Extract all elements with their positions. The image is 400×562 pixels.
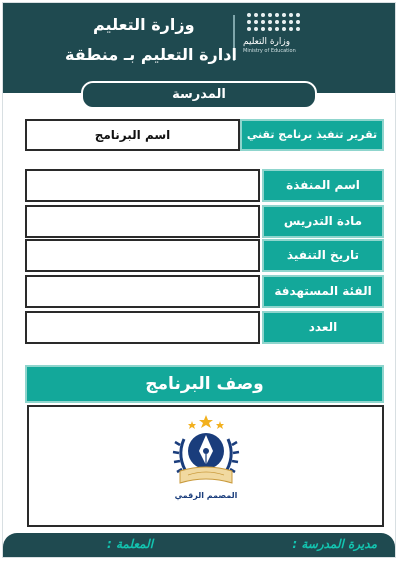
date-label: تاريخ التنفيذ [262, 239, 384, 272]
logo-arabic-text: وزارة التعليم [243, 37, 291, 47]
school-name-banner: المدرسة [81, 81, 317, 109]
subject-label: مادة التدريس [262, 205, 384, 238]
ministry-name: وزارة التعليم [93, 15, 195, 34]
logo-dots-icon [247, 13, 313, 31]
count-label: العدد [262, 311, 384, 344]
description-box[interactable] [27, 405, 384, 527]
report-page [2, 2, 396, 558]
executor-name-label: اسم المنفذة [262, 169, 384, 202]
date-input[interactable] [25, 239, 260, 272]
count-input[interactable] [25, 311, 260, 344]
executor-name-input[interactable] [25, 169, 260, 202]
description-title: وصف البرنامج [25, 365, 384, 403]
emblem-caption: المصمم الرقمي [174, 491, 238, 500]
target-group-label: الفئة المستهدفة [262, 275, 384, 308]
ministry-logo [243, 13, 313, 63]
program-name-field[interactable]: اسم البرنامج [25, 119, 240, 151]
teacher-signature-label: المعلمة : [107, 537, 154, 551]
footer-bar [3, 533, 395, 558]
target-group-input[interactable] [25, 275, 260, 308]
principal-signature-label: مديرة المدرسة : [292, 537, 377, 551]
program-type-label: تقرير تنفيذ برنامج تقني [240, 119, 384, 151]
header-banner [3, 3, 395, 93]
subject-input[interactable] [25, 205, 260, 238]
directorate-name: ادارة التعليم بـ منطقة [65, 45, 237, 64]
logo-english-text: Ministry of Education [243, 48, 296, 54]
